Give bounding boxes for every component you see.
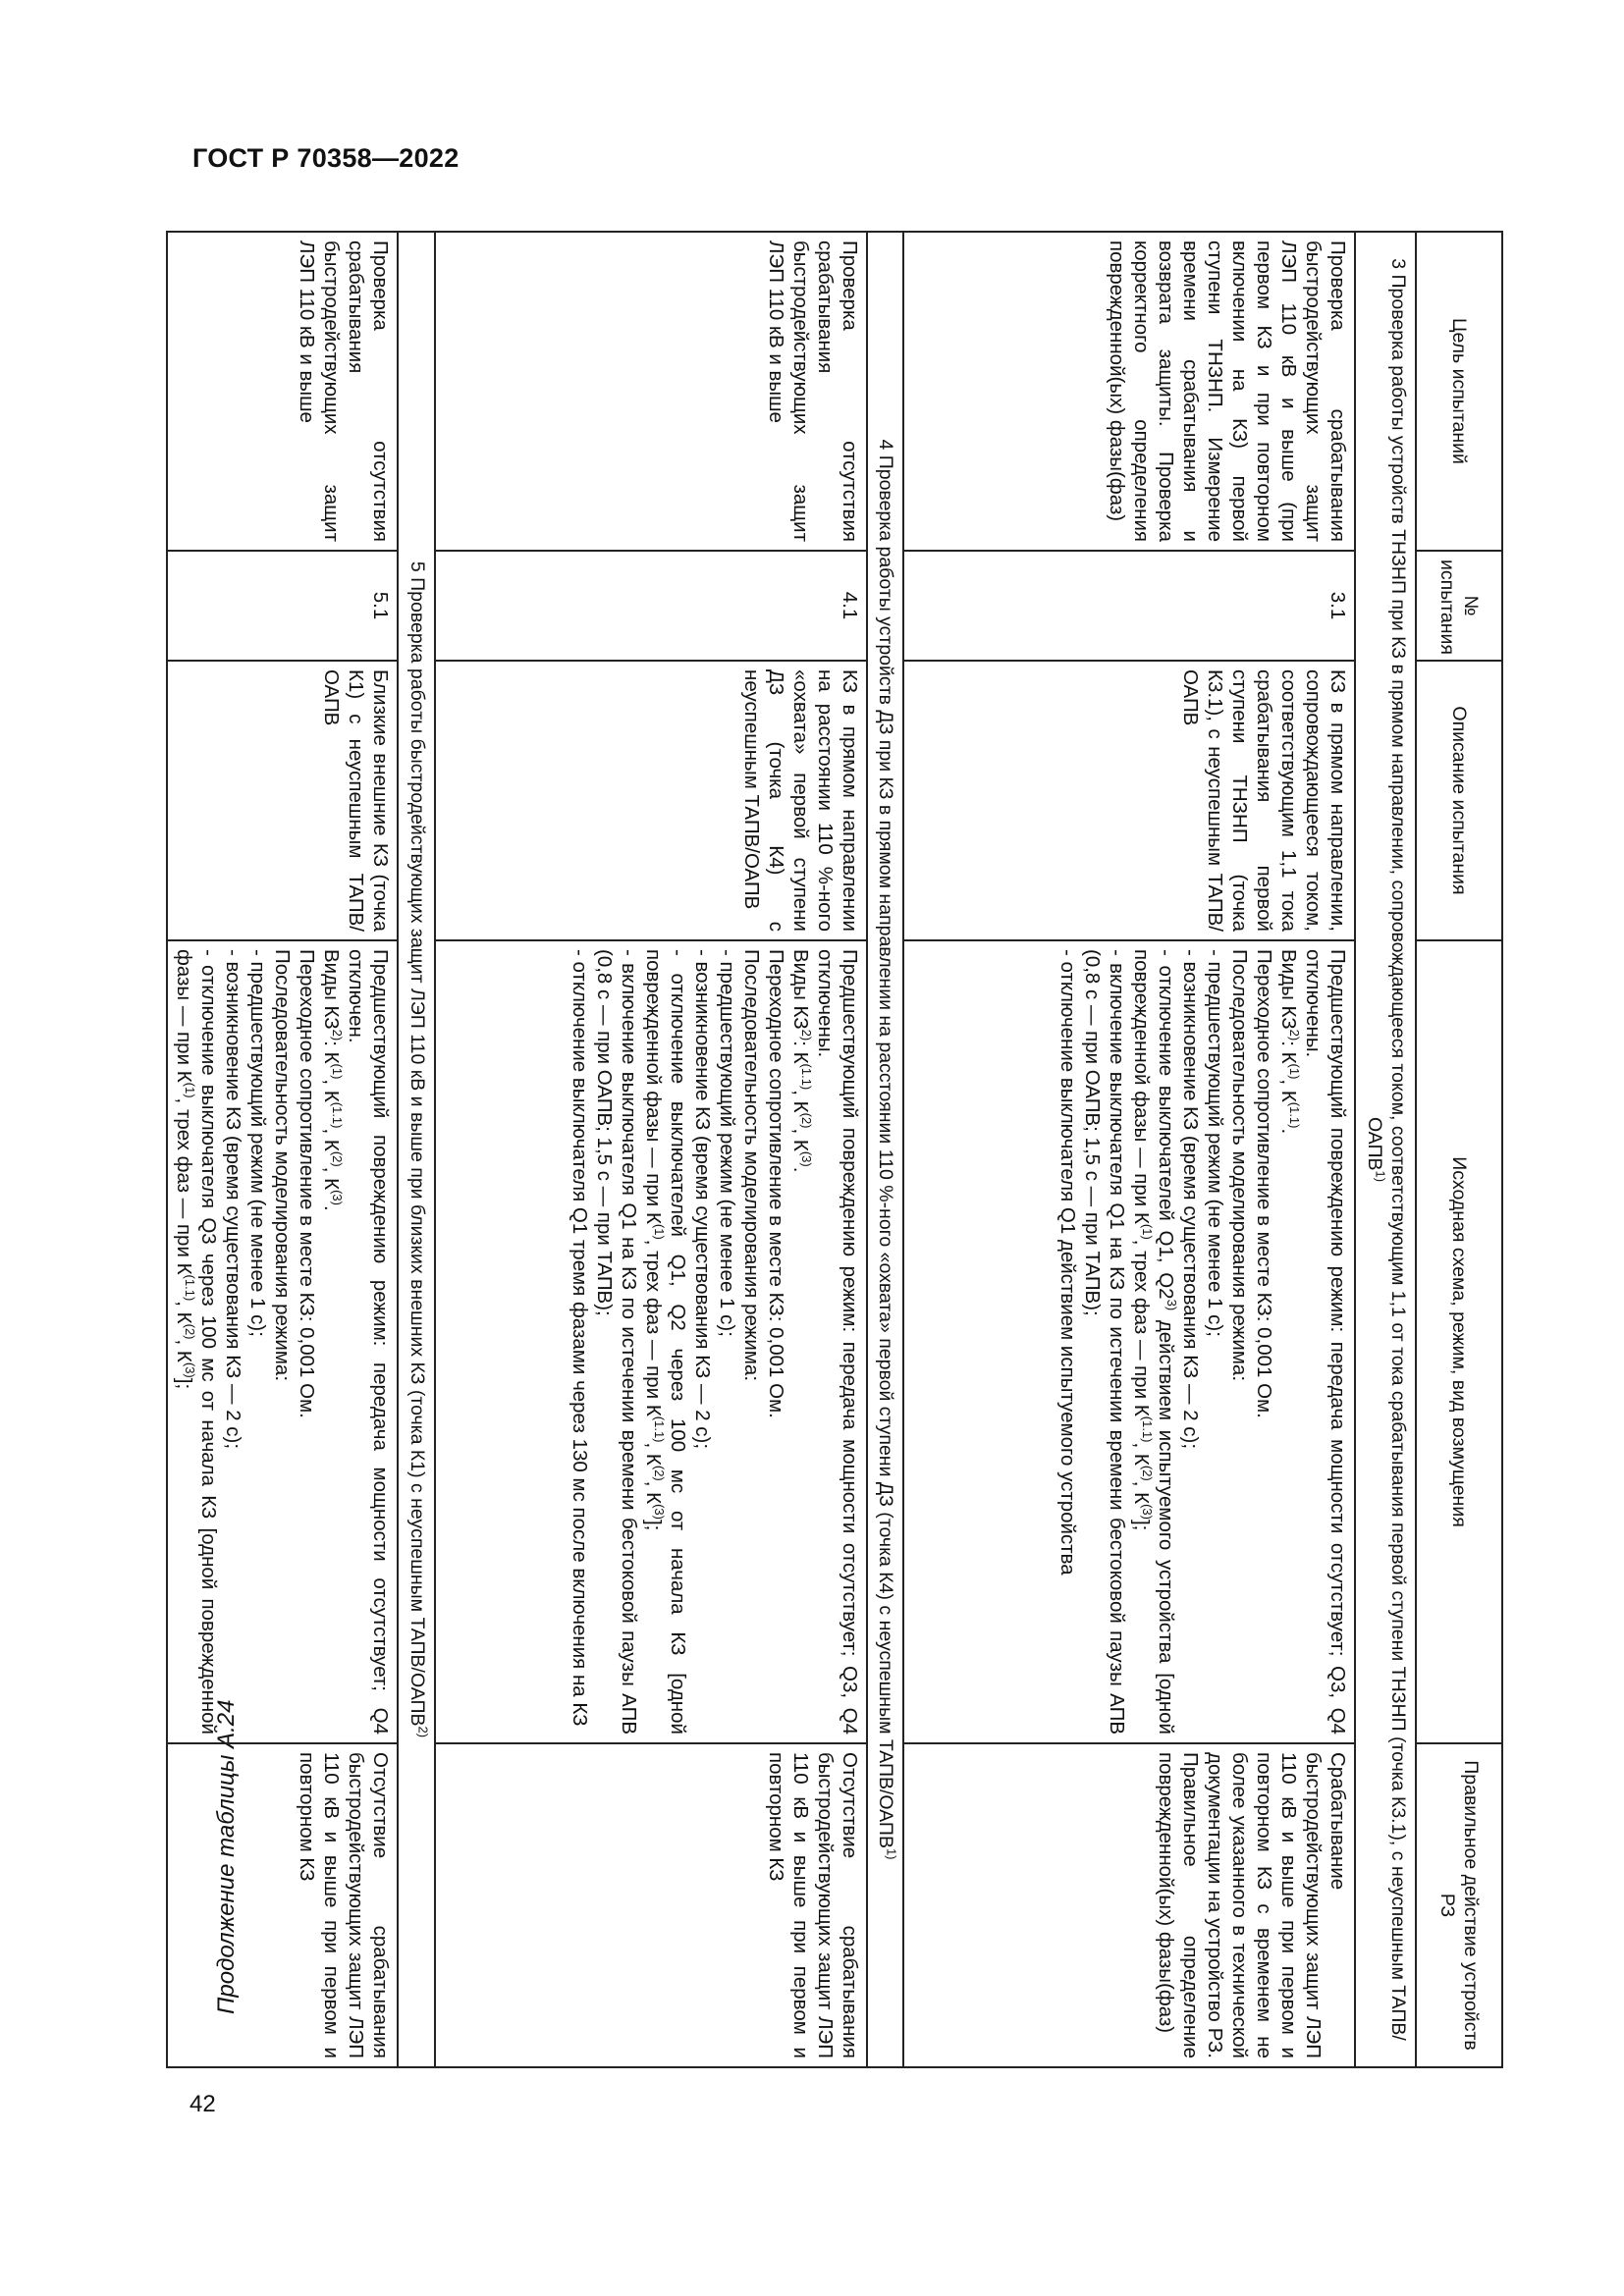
- section-title: 4 Проверка работы устройств ДЗ при КЗ в прямом направлении на расстоянии 110 %-ного «охвата» первой ступени ДЗ (точка К4) с неуспешным ТАПВ/ОАПВ$^{1)}$: [867, 232, 904, 2067]
- cell-mode: Предшествующий повреждению режим: передача мощности отсутствует; Q4 отключен. Виды КЗ$^{2)}$: $К^{(1)}$, $К^{(1.1)}$, $К^{(2)}$, $К^{(3)}$. Переходное сопротивление в месте КЗ: 0,001 Ом. Последовательность моделирования режима: - предшествующий режим (не менее 1 с); - возникновение КЗ (время существования КЗ — 2 с); - отключение выключателя Q3 через 100 мс от начала КЗ [одной поврежденной фазы — при $К^{(1)}$, трех фаз — при $К^{(1.1)}$, $К^{(2)}$, $К^{(3)}$];: [167, 940, 398, 1743]
- table-header-row: [1416, 232, 1502, 2067]
- section-title-row: [867, 232, 904, 2067]
- table-row: [903, 232, 1355, 2067]
- table-caption: Продолжение таблицы А.24: [213, 1699, 240, 2014]
- test-table: [166, 231, 1503, 2068]
- cell-test-number: 5.1: [167, 551, 398, 661]
- header-description: Описание испытания: [1416, 661, 1502, 940]
- cell-mode: Предшествующий повреждению режим: передача мощности отсутствует; Q3, Q4 отключены. Виды КЗ$^{2)}$: $К^{(1)}$, $К^{(1.1)}$. Переходное сопротивление в месте КЗ: 0,001 Ом. Последовательность моделирования режима: - предшествующий режим (не менее 1 с); - возникновение КЗ (время существования КЗ — 2 с); - отключение выключателей Q1, Q2$^{3)}$ действием испытуемого устройства [одной поврежденной фазы — при $К^{(1)}$, трех фаз — при $К^{(1.1)}$, $К^{(2)}$, $К^{(3)}$]; - включение выключателя Q1 на КЗ по истечении времени бестоковой паузы АПВ (0,8 с — при ОАПВ; 1,5 с — при ТАПВ); - отключение выключателя Q1 действием испытуемого устройства: [903, 940, 1355, 1743]
- section-title: 5 Проверка работы быстродействующих защит ЛЭП 110 кВ и выше при близких внешних КЗ (точка К1) с неуспешным ТАПВ/ОАПВ$^{2)}$: [398, 232, 435, 2067]
- header-test-number: № испытания: [1416, 551, 1502, 661]
- table-row: [167, 232, 398, 2067]
- cell-goal: Проверка срабатывания быстродействующих защит ЛЭП 110 кВ и выше (при первом КЗ и при повторном включении на КЗ) первой ступени ТНЗНП. Измерение времени срабатывания и возврата защиты. Проверка корректного определения поврежденной(ых) фазы(фаз): [903, 232, 1355, 551]
- section-title: 3 Проверка работы устройств ТНЗНП при КЗ в прямом направлении, сопровождающееся током, соответствующим 1,1 от тока срабатывания первой ступени ТНЗНП (точка К3.1), с неуспешным ТАПВ/ОАПВ$^{1)}$: [1355, 232, 1416, 2067]
- cell-goal: Проверка отсутствия срабатывания быстродействующих защит ЛЭП 110 кВ и выше: [167, 232, 398, 551]
- cell-description: Близкие внешние КЗ (точка К1) с неуспешным ТАПВ/ОАПВ: [167, 661, 398, 940]
- table-row: [435, 232, 867, 2067]
- cell-description: КЗ в прямом направлении, сопровождающееся током, соответствующим 1,1 тока срабатывания первой ступени ТНЗНП (точка К3.1), с неуспешным ТАПВ/ОАПВ: [903, 661, 1355, 940]
- cell-test-number: 4.1: [435, 551, 867, 661]
- header-goal: Цель испытаний: [1416, 232, 1502, 551]
- page-number: 42: [189, 2091, 216, 2117]
- header-mode: Исходная схема, режим, вид возмущения: [1416, 940, 1502, 1743]
- cell-test-number: 3.1: [903, 551, 1355, 661]
- cell-correct-action: Отсутствие срабатывания быстродействующих защит ЛЭП 110 кВ и выше при первом и повторном КЗ: [435, 1743, 867, 2067]
- cell-correct-action: Срабатывание быстродействующих защит ЛЭП 110 кВ и выше при первом и повторном КЗ с временем не более указанного в технической документации на устройство РЗ. Правильное определение поврежденной(ых) фазы(фаз): [903, 1743, 1355, 2067]
- cell-mode: Предшествующий повреждению режим: передача мощности отсутствует; Q3, Q4 отключены. Виды КЗ$^{2)}$: $К^{(1.1)}$, $К^{(2)}$, $К^{(3)}$. Переходное сопротивление в месте КЗ: 0,001 Ом. Последовательность моделирования режима: - предшествующий режим (не менее 1 с); - возникновение КЗ (время существования КЗ — 2 с); - отключение выключателей Q1, Q2 через 100 мс от начала КЗ [одной поврежденной фазы — при $К^{(1)}$, трех фаз — при $К^{(1.1)}$, $К^{(2)}$, $К^{(3)}$]; - включение выключателя Q1 на КЗ по истечении времени бестоковой паузы АПВ (0,8 с — при ОАПВ; 1,5 с — при ТАПВ); - отключение выключателя Q1 тремя фазами через 130 мс после включения на КЗ: [435, 940, 867, 1743]
- header-correct-action: Правильное действие устройств РЗ: [1416, 1743, 1502, 2067]
- cell-description: КЗ в прямом направлении на расстоянии 110 %-ного «охвата» первой ступени ДЗ (точка К4) с неуспешным ТАПВ/ОАПВ: [435, 661, 867, 940]
- cell-correct-action: Отсутствие срабатывания быстродействующих защит ЛЭП 110 кВ и выше при первом и повторном КЗ: [167, 1743, 398, 2067]
- document-header: ГОСТ Р 70358—2022: [192, 143, 460, 173]
- cell-goal: Проверка отсутствия срабатывания быстродействующих защит ЛЭП 110 кВ и выше: [435, 232, 867, 551]
- section-title-row: [1355, 232, 1416, 2067]
- section-title-row: [398, 232, 435, 2067]
